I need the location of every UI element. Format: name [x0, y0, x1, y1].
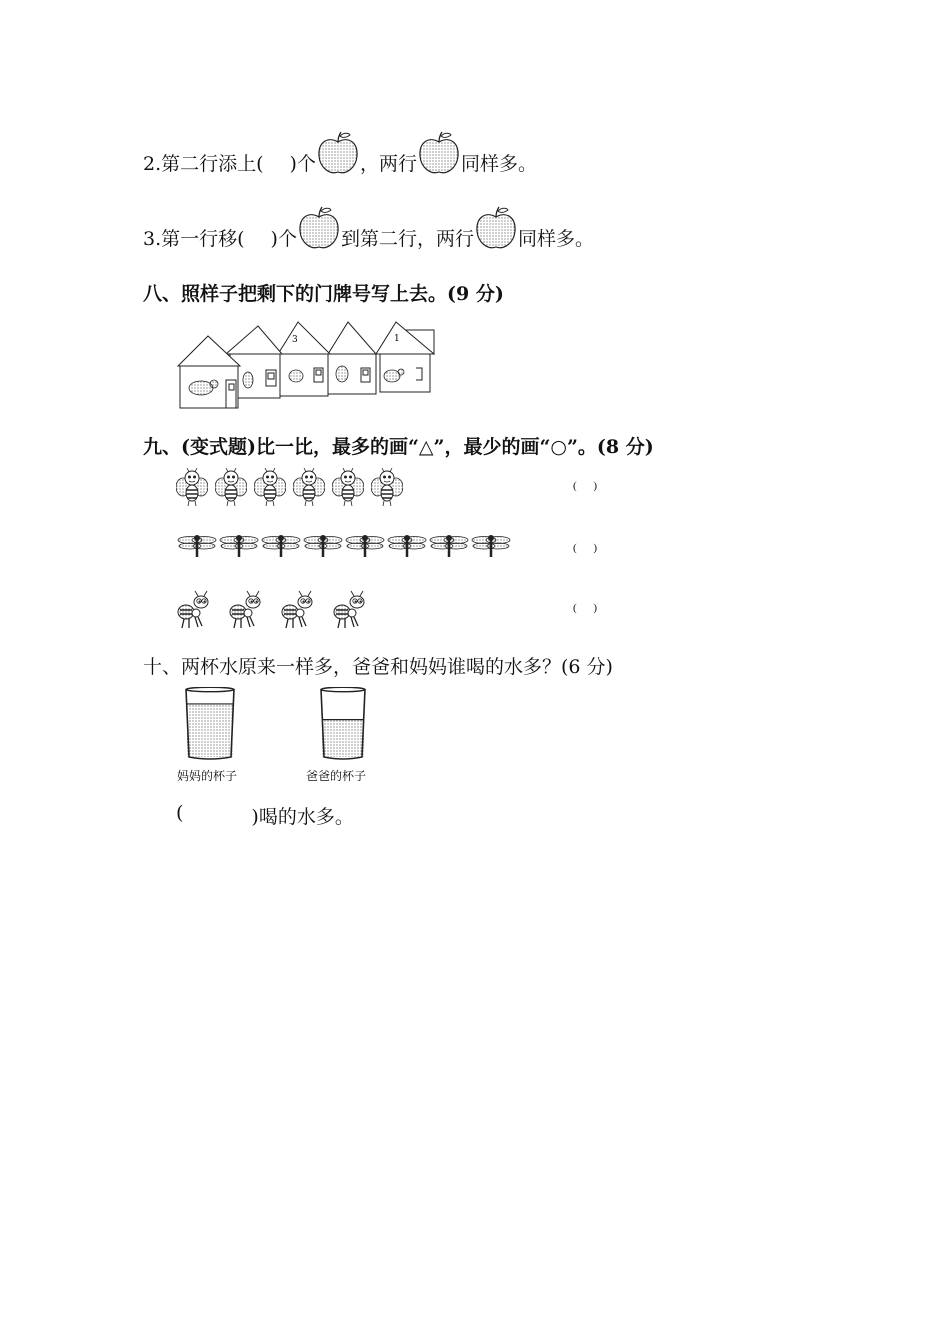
dragonfly-icon — [260, 533, 302, 557]
question-10-answer — [176, 802, 354, 829]
bee-answer-blank[interactable]: ( ) — [573, 480, 598, 492]
dragonfly-answer-blank[interactable]: ( ) — [573, 542, 598, 554]
item-3-suffix: 同样多。 — [517, 228, 594, 250]
house-number: 3 — [292, 335, 298, 345]
item-3-mid: )个 — [270, 228, 297, 250]
item-3-prefix: 3.第一行移( — [143, 228, 245, 250]
mom-cup — [183, 687, 237, 761]
apple-icon — [474, 205, 518, 251]
apple-icon — [417, 130, 461, 176]
item-2-prefix: 2.第二行添上( — [143, 153, 264, 175]
apple-icon — [316, 130, 360, 176]
answer-open-paren: ( — [176, 802, 184, 824]
answer-blank[interactable] — [183, 802, 251, 829]
bee-icon — [215, 467, 247, 507]
ant-icon — [228, 590, 262, 630]
bee-icon — [332, 467, 364, 507]
ant-icon — [280, 590, 314, 630]
question-10-heading: 十、两杯水原来一样多，爸爸和妈妈谁喝的水多？(6 分) — [143, 656, 613, 678]
item-3-mid2: 到第二行，两行 — [340, 228, 474, 250]
dragonfly-icon — [176, 533, 218, 557]
item-2-suffix: 同样多。 — [460, 153, 537, 175]
question-8-heading: 八、照样子把剩下的门牌号写上去。(9 分) — [143, 283, 504, 305]
dragonfly-icon — [302, 533, 344, 557]
dragonfly-icon — [218, 533, 260, 557]
bee-icon — [176, 467, 208, 507]
dad-cup — [318, 687, 368, 761]
question-7-item-3 — [143, 203, 594, 251]
dragonfly-icon — [386, 533, 428, 557]
ant-icon — [332, 590, 366, 630]
ant-answer-blank[interactable]: ( ) — [573, 602, 598, 614]
bee-icon — [254, 467, 286, 507]
bee-icon — [293, 467, 325, 507]
item-2-mid2: ，两行 — [359, 153, 417, 175]
dad-cup-caption: 爸爸的杯子 — [306, 769, 367, 783]
question-7-item-2 — [143, 128, 537, 176]
houses-illustration — [176, 318, 438, 410]
ant-icon — [176, 590, 210, 630]
bee-icon — [371, 467, 403, 507]
bee-row — [176, 467, 403, 507]
mom-cup-caption: 妈妈的杯子 — [177, 769, 238, 783]
dragonfly-icon — [470, 533, 512, 557]
apple-icon — [297, 205, 341, 251]
dragonfly-icon — [428, 533, 470, 557]
dragonfly-row — [176, 533, 512, 557]
answer-suffix: )喝的水多。 — [251, 806, 354, 828]
question-9-heading: 九、(变式题)比一比，最多的画“△”，最少的画“○”。(8 分) — [143, 436, 654, 458]
house-number: 1 — [394, 334, 400, 344]
ant-row — [176, 590, 366, 630]
item-2-mid: )个 — [289, 153, 316, 175]
dragonfly-icon — [344, 533, 386, 557]
